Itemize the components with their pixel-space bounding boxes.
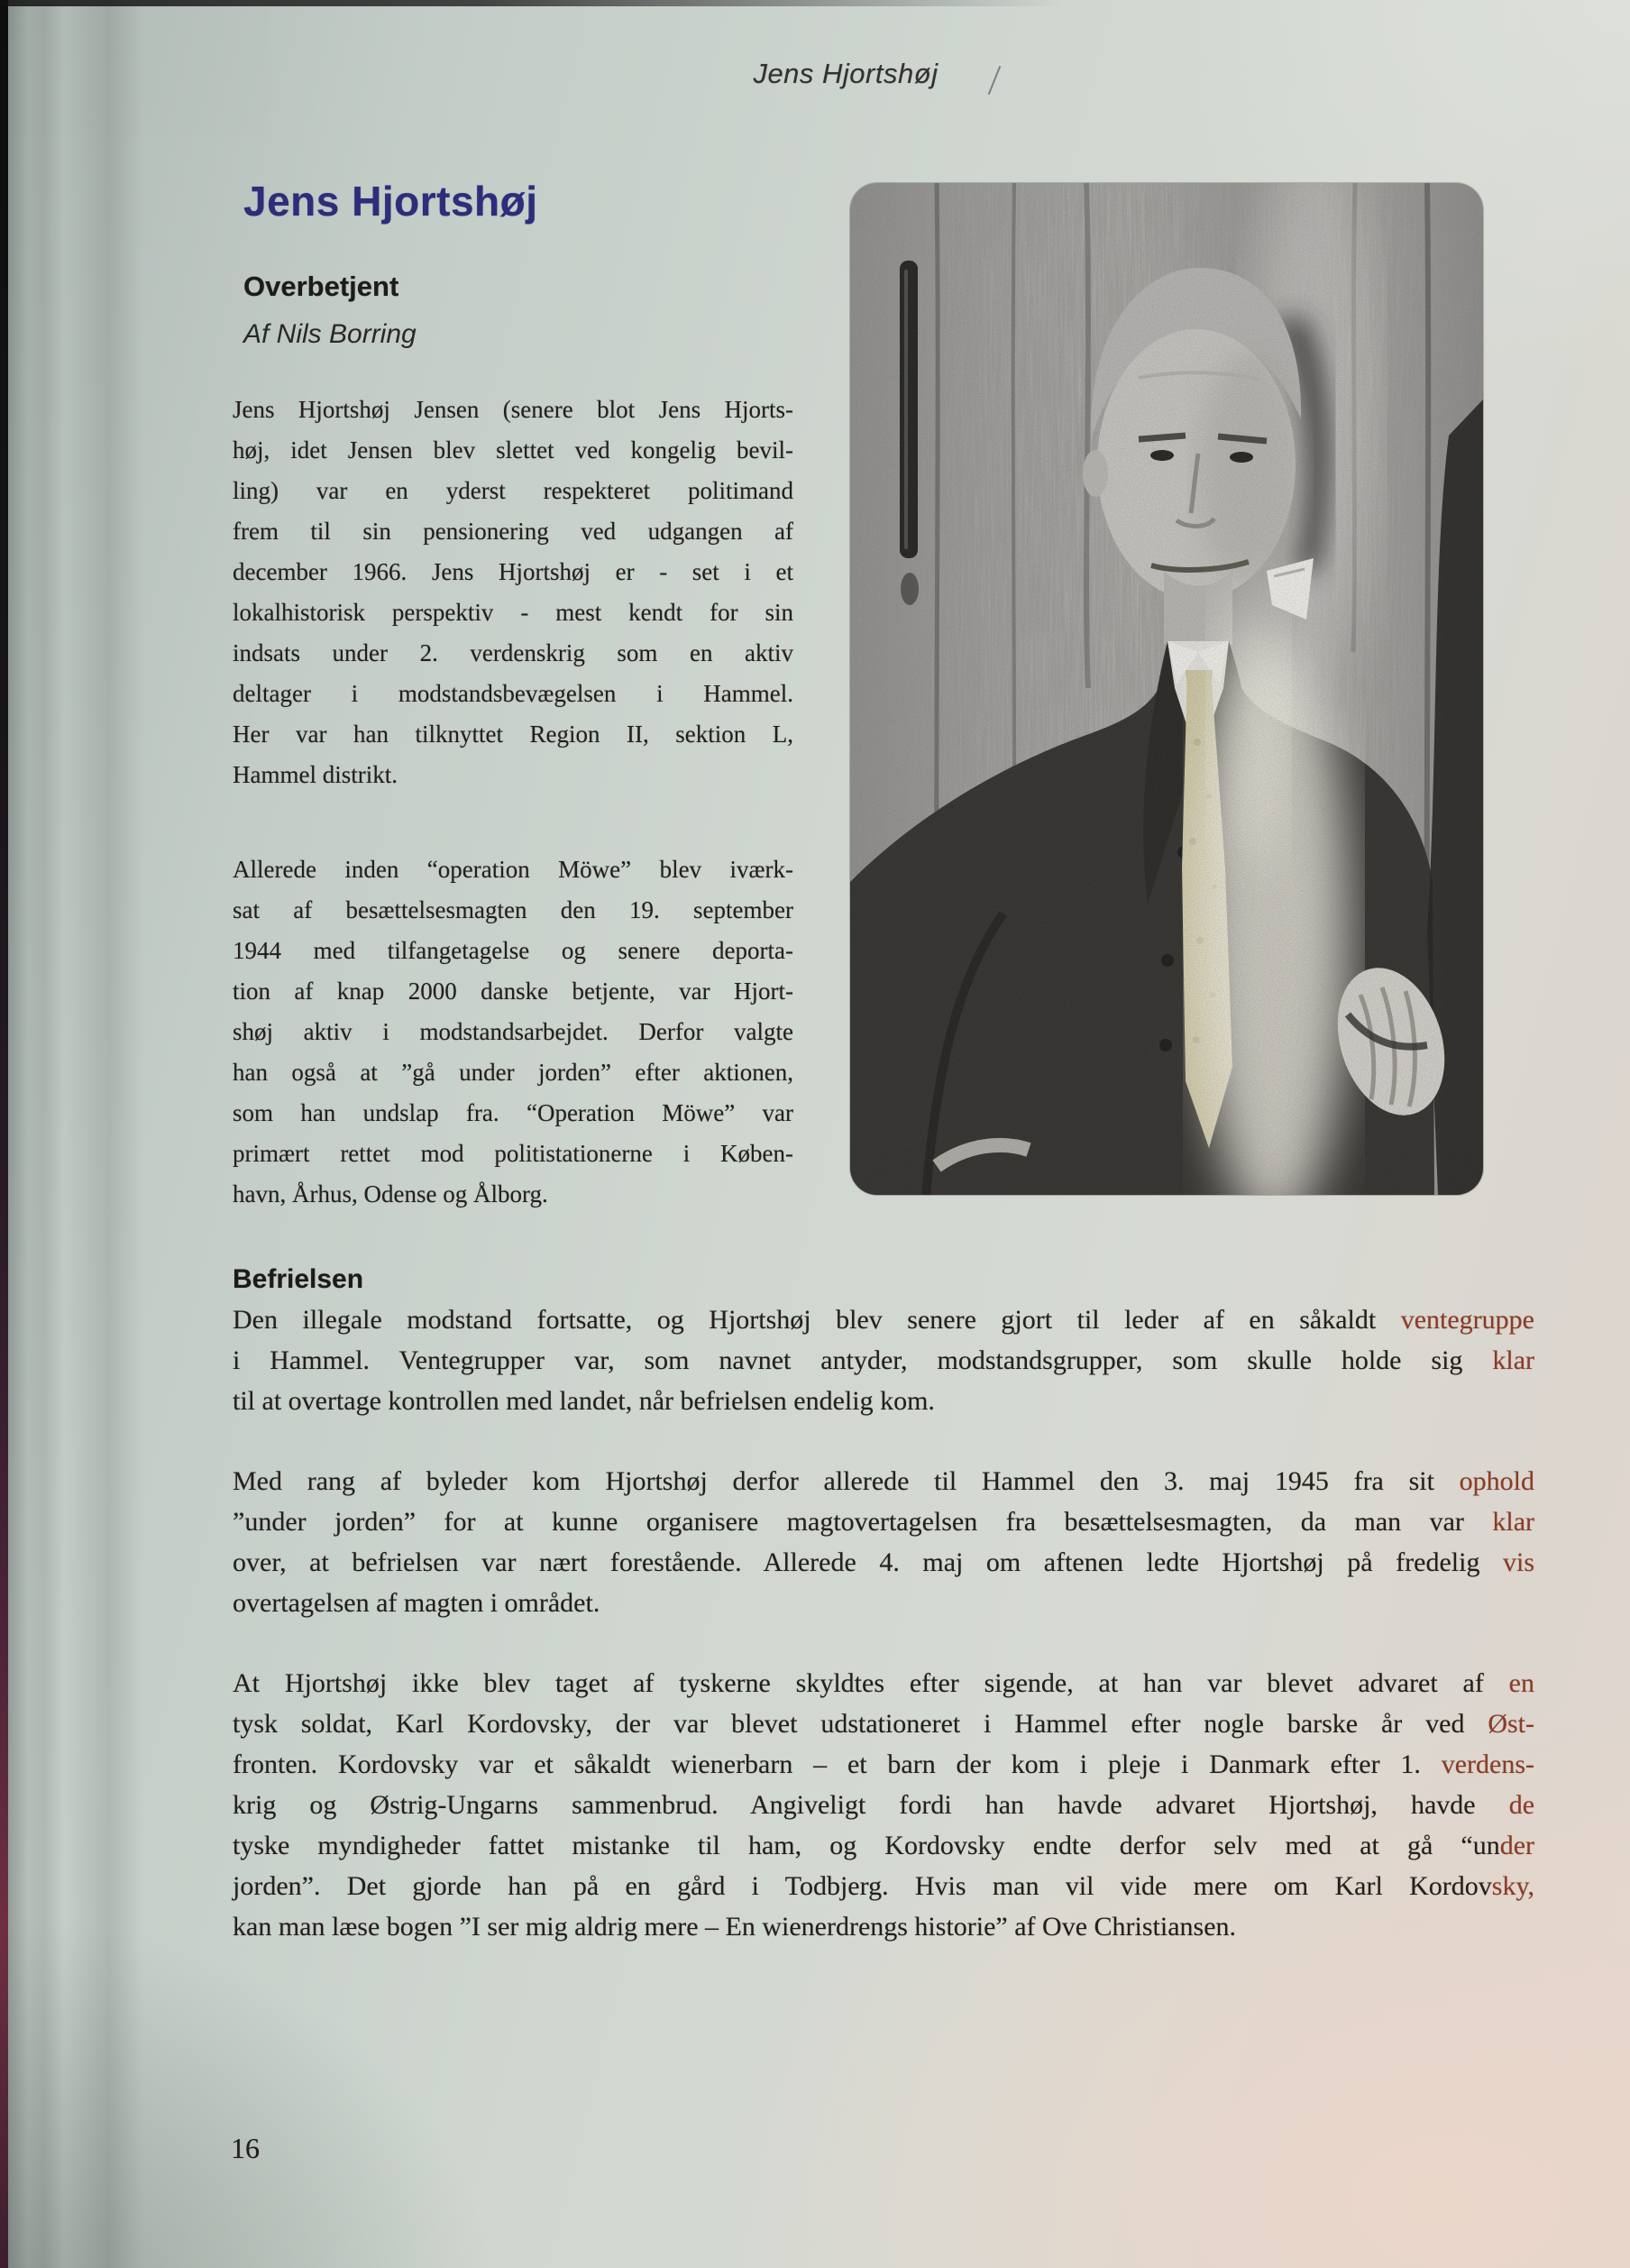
paragraph xyxy=(233,1663,1534,1947)
text-line xyxy=(233,511,793,552)
portrait-photo-graphic xyxy=(850,183,1483,1195)
text-line xyxy=(233,849,793,890)
line-text: Med rang af byleder kom Hjortshøj derfor allerede til Hammel den 3. maj 1945 fra sit xyxy=(233,1466,1434,1496)
text-line xyxy=(233,1583,1534,1623)
line-text: sat af besættelsesmagten den 19. september xyxy=(233,896,793,923)
text-line xyxy=(233,1134,793,1174)
photo-grain-overlay xyxy=(850,183,1483,1195)
text-line xyxy=(233,1299,1534,1340)
text-line xyxy=(233,552,793,592)
text-line xyxy=(233,1093,793,1134)
line-text: primært rettet mod politistationerne i Køben- xyxy=(233,1140,793,1167)
line-text: frem til sin pensionering ved udgangen af xyxy=(233,518,793,545)
line-text: indsats under 2. verdenskrig som en aktiv xyxy=(233,639,793,666)
line-text: 1944 med tilfangetagelse og senere deporta- xyxy=(233,937,793,964)
article-subtitle-role: Overbetjent xyxy=(243,271,399,302)
text-line xyxy=(233,1703,1534,1744)
line-text: Jens Hjortshøj Jensen (senere blot Jens Hjorts- xyxy=(233,396,793,423)
text-line xyxy=(233,890,793,931)
paragraph xyxy=(233,1461,1534,1623)
portrait-photo xyxy=(850,183,1483,1195)
warm-tinted-text: de xyxy=(1508,1790,1535,1820)
line-text: til at overtage kontrollen med landet, når befrielsen endelig kom. xyxy=(233,1386,935,1416)
text-line xyxy=(233,674,793,714)
text-line xyxy=(233,633,793,674)
line-text: ”under jorden” for at kunne organisere magtovertagelsen fra besættelsesmagten, da man var xyxy=(233,1507,1464,1537)
text-line xyxy=(233,971,793,1012)
line-text: Allerede inden “operation Möwe” blev iværk- xyxy=(233,856,793,883)
line-text: som han undslap fra. “Operation Möwe” var xyxy=(233,1099,793,1126)
page-number: 16 xyxy=(231,2132,260,2164)
text-line xyxy=(233,471,793,511)
page-top-edge-shadow xyxy=(0,0,1064,6)
line-text: tysk soldat, Karl Kordovsky, der var blevet udstationeret i Hammel efter nogle barske år ved xyxy=(233,1709,1465,1739)
text-line xyxy=(233,1012,793,1052)
intro-text-column xyxy=(233,390,793,1215)
warm-tinted-text: klar xyxy=(1492,1345,1534,1375)
book-spine-edge xyxy=(0,0,8,2268)
line-text: shøj aktiv i modstandsarbejdet. Derfor valgte xyxy=(233,1018,793,1045)
text-line xyxy=(233,430,793,471)
text-line xyxy=(233,1381,1534,1421)
text-line xyxy=(233,931,793,971)
line-text: over, at befrielsen var nært forestående. Allerede 4. maj om aftenen ledte Hjortshøj på fredelig xyxy=(233,1547,1480,1577)
text-line xyxy=(233,1906,1534,1947)
warm-tinted-text: klar xyxy=(1492,1507,1535,1537)
warm-tinted-text: Øst- xyxy=(1488,1709,1535,1739)
text-line xyxy=(233,1052,793,1093)
befrielsen-section xyxy=(233,1259,1534,1947)
warm-tinted-text: en xyxy=(1508,1668,1534,1698)
line-text: havn, Århus, Odense og Ålborg. xyxy=(233,1180,548,1207)
warm-tinted-text: verdens- xyxy=(1441,1749,1534,1779)
line-text: i Hammel. Ventegrupper var, som navnet antyder, modstandsgrupper, som skulle holde sig xyxy=(233,1345,1463,1375)
running-header: Jens Hjortshøj xyxy=(753,58,939,89)
text-line xyxy=(233,1340,1534,1381)
warm-tinted-text: der xyxy=(1499,1831,1534,1860)
text-line xyxy=(233,1663,1534,1703)
text-line xyxy=(233,755,793,795)
line-text: lokalhistorisk perspektiv - mest kendt for sin xyxy=(233,599,793,626)
line-text: tyske myndigheder fattet mistanke til ham, og Kordovsky endte derfor selv med at gå “un xyxy=(233,1831,1500,1860)
line-text: fronten. Kordovsky var et såkaldt wienerbarn – et barn der kom i pleje i Danmark efter 1. xyxy=(233,1749,1421,1779)
line-text: jorden”. Det gjorde han på en gård i Todbjerg. Hvis man vil vide mere om Karl Kordov xyxy=(233,1871,1492,1901)
text-line xyxy=(233,1785,1534,1825)
line-text: Her var han tilknyttet Region II, sektion L, xyxy=(233,721,793,748)
text-line xyxy=(233,1866,1534,1906)
line-text: Hammel distrikt. xyxy=(233,761,398,788)
warm-tinted-text: ophold xyxy=(1459,1466,1534,1496)
text-line xyxy=(233,1501,1534,1542)
line-text: tion af knap 2000 danske betjente, var Hjort- xyxy=(233,978,793,1005)
text-line xyxy=(233,1825,1534,1866)
warm-tinted-text: ventegruppe xyxy=(1400,1305,1534,1335)
line-text: At Hjortshøj ikke blev taget af tyskerne skyldtes efter sigende, at han var blevet advaret af xyxy=(233,1668,1484,1698)
article-title: Jens Hjortshøj xyxy=(243,178,538,225)
paragraph xyxy=(233,390,793,795)
paragraph xyxy=(233,849,793,1215)
warm-tinted-text: vis xyxy=(1503,1547,1535,1577)
line-text: kan man læse bogen ”I ser mig aldrig mere – En wienerdrengs historie” af Ove Christiansen. xyxy=(233,1912,1237,1942)
paragraph xyxy=(233,1299,1534,1421)
text-line xyxy=(233,592,793,633)
line-text: krig og Østrig-Ungarns sammenbrud. Angiveligt fordi han havde advaret Hjortshøj, havde xyxy=(233,1790,1476,1820)
line-text: han også at ”gå under jorden” efter aktionen, xyxy=(233,1059,793,1086)
line-text: ling) var en yderst respekteret politimand xyxy=(233,477,793,504)
text-line xyxy=(233,1174,793,1215)
spine-gutter-shadow xyxy=(8,0,170,2268)
line-text: overtagelsen af magten i området. xyxy=(233,1588,600,1618)
article-byline: Af Nils Borring xyxy=(243,319,417,349)
line-text: december 1966. Jens Hjortshøj er - set i et xyxy=(233,558,793,585)
section-paragraphs xyxy=(233,1299,1534,1947)
line-text: deltager i modstandsbevægelsen i Hammel. xyxy=(233,680,793,707)
text-line xyxy=(233,1744,1534,1785)
text-line xyxy=(233,1542,1534,1583)
line-text: Den illegale modstand fortsatte, og Hjortshøj blev senere gjort til leder af en såkaldt xyxy=(233,1305,1377,1335)
section-heading: Befrielsen xyxy=(233,1264,364,1294)
text-line xyxy=(233,714,793,755)
warm-tinted-text: sky, xyxy=(1491,1871,1534,1901)
text-line xyxy=(233,1461,1534,1501)
line-text: høj, idet Jensen blev slettet ved kongelig bevil- xyxy=(233,436,793,464)
text-line xyxy=(233,390,793,430)
